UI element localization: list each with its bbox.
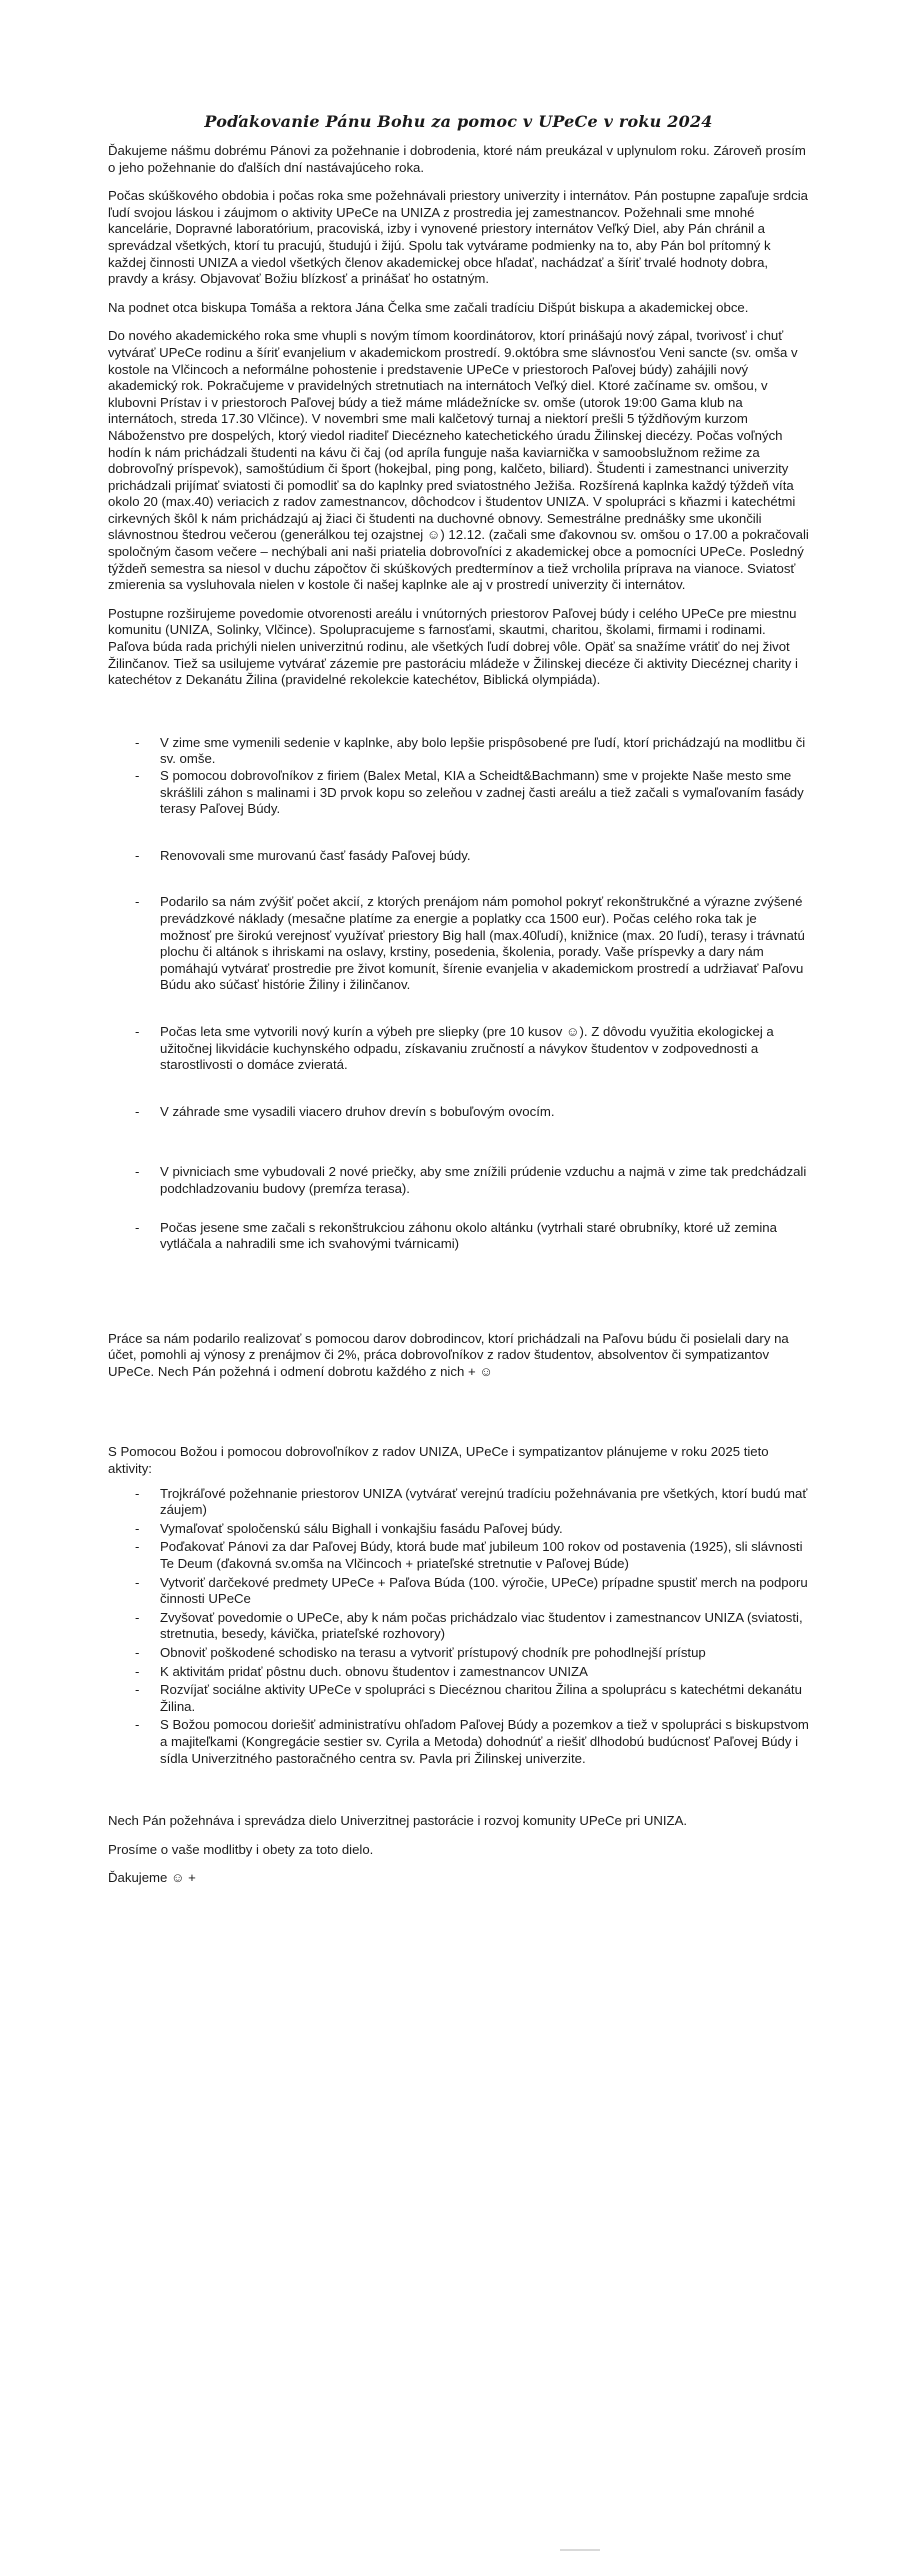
list-item: - V záhrade sme vysadili viacero druhov drevín s bobuľovým ovocím.: [135, 1103, 555, 1119]
bullet-dash: -: [135, 894, 140, 910]
bullet-dash: -: [135, 1539, 140, 1555]
list-item: - K aktivitám pridať pôstnu duch. obnovu študentov i zamestnancov UNIZA: [135, 1663, 588, 1679]
list-item: - Obnoviť poškodené schodisko na terasu a vytvoriť prístupový chodník pre pohodlnejší prístup: [135, 1645, 706, 1660]
footer-divider: [560, 2549, 600, 2551]
plans-intro-paragraph: S Pomocou Božou i pomocou dobrovoľníkov z radov UNIZA, UPeCe i sympatizantov plánujeme v roku 2025 tieto aktivity:: [108, 1444, 769, 1477]
blessing-paragraph: Počas skúškového obdobia i počas roka sme požehnávali priestory univerzity i internátov. Pán postupne zapaľuje srdcia ľudí svojou láskou i záujmom o aktivity UPeCe na UNIZA z prostredia jej zamestnancov. Požehnali sme mnohé kancelárie, Dopravné laboratórium, pracoviská, izby i vynovené priestory internátov Veľký Diel, aby Pán chránil a sprevádzal všetkých, ktorí tu pracujú, študujú i žijú. Spolu tak vytvárame podmienky na to, aby Pán bol prítomný k každej činnosti UNIZA a viedol všetkých členov akademickej obce hľadať, nachádzať a šíriť trvalé hodnoty dobra, pravdy a krásy. Objavovať Božiu blízkosť a prinášať ho ostatným.: [108, 188, 808, 287]
bullet-dash: -: [135, 1103, 140, 1119]
list-item: - S Božou pomocou doriešiť administratívu ohľadom Paľovej Búdy a pozemkov a tiež v spolupráci s biskupstvom a majiteľkami (Kongregácie sestier sv. Cyrila a Metoda) dohodnúť a riešiť dlhodobú budúcnosť Paľovej Búdy i sídla Univerzitného pastoračného centra sv. Pavla pri Žilinskej univerzite.: [135, 1717, 809, 1766]
closing-prayer-request: Prosíme o vaše modlitby i obety za toto dielo.: [108, 1841, 374, 1857]
academic-year-paragraph: Do nového akademického roka sme vhupli s novým tímom koordinátorov, ktorí prinášajú nový zápal, tvorivosť i chuť vytvárať UPeCe rodinu a šíriť evanjelium v akademickom prostredí. 9.októbra sme slávnosťou Veni sancte (sv. omša v kostole na Vlčincoch a neformálne pohostenie i predstavenie UPeCe v priestoroch Paľovej búdy) zahájili nový akademický rok. Pokračujeme v pravidelných stretnutiach na internátoch Veľký diel. Ktoré začíname sv. omšou, v klubovni Prístav i v priestoroch Paľovej búdy a tiež máme mládežnícke sv. omše (utorok 19:00 Gama klub na internátoch, streda 17.30 Vlčince). V novembri sme mali kalčetový turnaj a niektorí prešli 5 týždňovým kurzom Náboženstvo pre dospelých, ktorý viedol riaditeľ Diecézneho katechetického úradu Žilinskej diecézy. Počas voľných hodín k nám prichádzali študenti na kávu či čaj (od apríla funguje naša kaviarnička v samoobslužnom režime za dobrovoľný príspevok), samoštúdium či šport (hokejbal, ping pong, kalčeto, biliard). Študenti i zamestnanci univerzity prichádzali prijímať sviatosti či pomodliť sa do kaplnky pred sviatostného Ježiša. Rozšírená kaplnka každý týždeň víta okolo 20 (max.40) veriacich z radov zamestnancov, dôchodcov i študentov UNIZA. V spolupráci s kňazmi i katechétmi cirkevných škôl k nám prichádzajú aj žiaci či študenti na duchovné obnovy. Semestrálne prednášky sme ukončili slávnostnou štedrou večerou (generálkou tej ozajstnej ☺) 12.12. (začali sme ďakovnou sv. omšou o 17.00 a pokračovali spoločným časom večere – nechýbali ani naši priatelia dobrovoľníci z akademickej obce a pomocníci UPeCe. Posledný týždeň semestra sa niesol v duchu zápočtov či skúškových predtermínov a tiež vrcholila príprava na vianoce. Sviatosť zmierenia sa vysluhovala nielen v kostole či našej kaplnke ale aj v prostredí univerzity či internátov.: [108, 328, 809, 593]
document-title: Poďakovanie Pánu Bohu za pomoc v UPeCe v roku 2024: [204, 112, 713, 131]
disputes-paragraph: Na podnet otca biskupa Tomáša a rektora Jána Čelka sme začali tradíciu Dišpút biskupa a akademickej obce.: [108, 299, 749, 315]
closing-thanks: Ďakujeme ☺ +: [108, 1870, 196, 1886]
bullet-dash: -: [135, 1520, 140, 1536]
bullet-dash: -: [135, 1645, 140, 1660]
bullet-dash: -: [135, 1717, 140, 1733]
bullet-dash: -: [135, 1663, 140, 1679]
list-item: - Rozvíjať sociálne aktivity UPeCe v spolupráci s Diecéznou charitou Žilina a spoluprácu s katechétmi dekanátu Žilina.: [135, 1682, 802, 1714]
list-item: - Vymaľovať spoločenskú sálu Bighall i vonkajšiu fasádu Paľovej búdy.: [135, 1520, 563, 1536]
list-item: - Počas jesene sme začali s rekonštrukciou záhonu okolo altánku (vytrhali staré obrubníky, ktoré už zemina vytláčala a nahradili sme ich svahovými tvárnicami): [135, 1219, 777, 1252]
list-item: - Zvyšovať povedomie o UPeCe, aby k nám počas prichádzalo viac študentov i zamestnancov UNIZA (sviatosti, stretnutia, besedy, kávička, priateľské rozhovory): [135, 1609, 803, 1642]
list-item: - Trojkráľové požehnanie priestorov UNIZA (vytvárať verejnú tradíciu požehnávania pre všetkých, ktorí budú mať záujem): [135, 1485, 808, 1518]
bullet-dash: -: [135, 1609, 140, 1625]
bullet-dash: -: [135, 1485, 140, 1501]
community-paragraph: Postupne rozširujeme povedomie otvorenosti areálu i vnútorných priestorov Paľovej búdy i celého UPeCe pre miestnu komunitu (UNIZA, Solinky, Vlčince). Spolupracujeme s farnosťami, skautmi, charitou, školami, firmami i rodinami. Paľova búda rada prichýli nielen univerzitnú rodinu, ale všetkých ľudí dobrej vôle. Opäť sa snažíme vrátiť do nej život Žilinčanov. Tiež sa usilujeme vytvárať zázemie pre pastoráciu mládeže v Žilinskej diecéze či aktivity Diecéznej charity i katechétov z Dekanátu Žilina (pravidelné rekolekcie katechétov, Biblická olympiáda).: [108, 605, 798, 688]
plans-list: [108, 1486, 809, 1768]
list-item: - Poďakovať Pánovi za dar Paľovej Búdy, ktorá bude mať jubileum 100 rokov od postavenia (1925), sli slávnosti Te Deum (ďakovná sv.omša na Vlčincoch + priateľské stretnutie v Paľovej Búde): [135, 1539, 803, 1572]
bullet-dash: -: [135, 1023, 140, 1039]
list-item: - Počas leta sme vytvorili nový kurín a výbeh pre sliepky (pre 10 kusov ☺). Z dôvodu využitia ekologickej a užitočnej likvidácie kuchynského odpadu, získavaniu zručností a návykov študentov v zodpovednosti a starostlivosti o domáce zvieratá.: [135, 1023, 774, 1073]
list-item: - Renovovali sme murovanú časť fasády Paľovej búdy.: [135, 847, 471, 863]
intro-paragraph: Ďakujeme nášmu dobrému Pánovi za požehnanie i dobrodenia, ktoré nám preukázal v uplynulom roku. Zároveň prosím o jeho požehnanie do ďalších dní nastávajúceho roka.: [108, 143, 806, 175]
closing-blessing: Nech Pán požehnáva i sprevádza dielo Univerzitnej pastorácie i rozvoj komunity UPeCe pri UNIZA.: [108, 1813, 688, 1829]
bullet-dash: -: [135, 847, 140, 863]
list-item: - V zime sme vymenili sedenie v kaplnke, aby bolo lepšie prispôsobené pre ľudí, ktorí prichádzajú na modlitbu či sv. omše.: [135, 734, 806, 767]
list-item: - Vytvoriť darčekové predmety UPeCe + Paľova Búda (100. výročie, UPeCe) prípadne spustiť merch na podporu činnosti UPeCe: [135, 1574, 808, 1607]
bullet-dash: -: [135, 1219, 140, 1235]
list-item: - Podarilo sa nám zvýšiť počet akcií, z ktorých prenájom nám pomohol pokryť rekonštrukčné a výrazne zvýšené prevádzkové náklady (mesačne platíme za energie a poplatky cca 1500 eur). Počas celého roka tak je možnosť pre širokú verejnosť využívať priestory Big hall (max.40ľudí), knižnice (max. 20 ľudí), terasy i trávnatú plochu či altánok s ihriskami na oslavy, krstiny, posedenia, školenia, porady. Vaše príspevky a dary nám pomáhajú vytvárať prostredie pre život komunít, šírenie evanjelia v akademickom prostredí a udržiavať Paľovu Búdu ako súčasť histórie Žiliny i žilinčanov.: [135, 894, 805, 993]
bullet-dash: -: [135, 1164, 140, 1180]
bullet-dash: -: [135, 768, 140, 783]
improvements-list: [108, 735, 809, 1253]
bullet-dash: -: [135, 734, 140, 750]
bullet-dash: -: [135, 1682, 140, 1698]
bullet-dash: -: [135, 1574, 140, 1590]
list-item: - S pomocou dobrovoľníkov z firiem (Balex Metal, KIA a Scheidt&Bachmann) sme v projekte Naše mesto sme skrášlili záhon s malinami i 3D prvok kopu so zeleňou v zadnej časti areálu a tiež začali s vymaľovaním fasády terasy Paľovej Búdy.: [135, 768, 804, 817]
list-item: - V pivniciach sme vybudovali 2 nové priečky, aby sme znížili prúdenie vzduchu a najmä v zime tak predchádzali podchladzovaniu budovy (premŕza terasa).: [135, 1164, 807, 1196]
donors-thanks-paragraph: Práce sa nám podarilo realizovať s pomocou darov dobrodincov, ktorí prichádzali na Paľovu búdu či posielali dary na účet, pomohli aj výnosy z prenájmov či 2%, práca dobrovoľníkov z radov študentov, absolventov či sympatizantov UPeCe. Nech Pán požehná i odmení dobrotu každého z nich + ☺: [108, 1330, 789, 1379]
